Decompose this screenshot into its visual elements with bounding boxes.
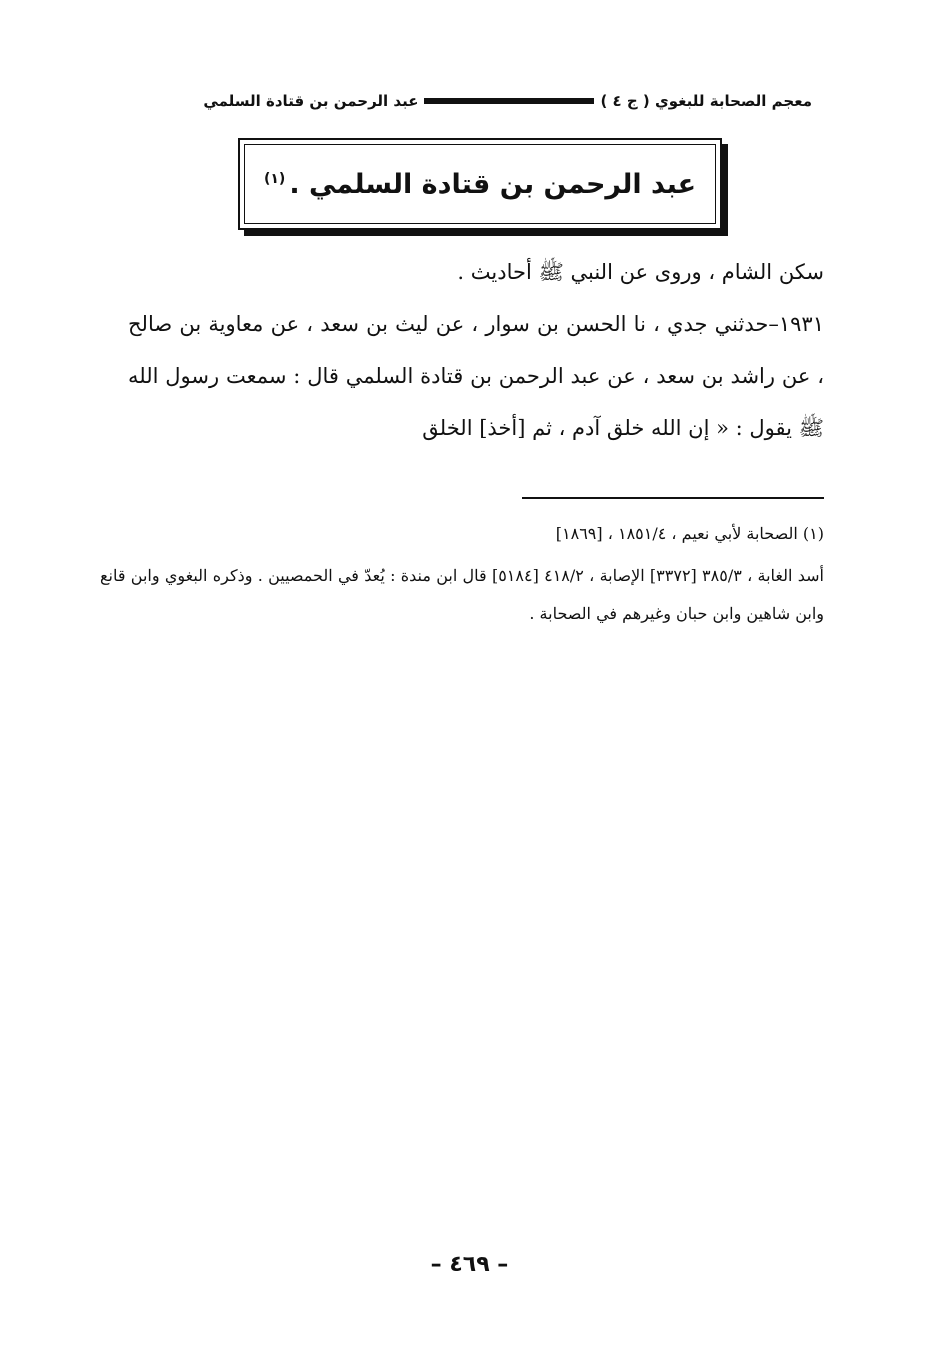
running-header [152, 86, 812, 116]
entry-title-text: عبد الرحمن بن قتادة السلمي . [289, 168, 697, 200]
hadith-paragraph: ١٩٣١–حدثني جدي ، نا الحسن بن سوار ، عن ليث بن سعد ، عن معاوية بن صالح ، عن راشد بن سعد ، عن عبد الرحمن بن قتادة السلمي قال : سمعت رسول الله ﷺ يقول : « إن الله خلق آدم ، ثم [أخذ] الخلق [128, 312, 824, 440]
entry-body [128, 246, 824, 454]
running-header-entry-name: عبد الرحمن بن قتادة السلمي [203, 92, 419, 110]
footnote-1-continuation: أسد الغابة ، ٣٨٥/٣ [٣٣٧٢] الإصابة ، ٤١٨/٢ [٥١٨٤] قال ابن مندة : يُعدّ في الحمصيين . وذكره البغوي وابن قانع وابن شاهين وابن حبان وغيرهم في الصحابة . [100, 566, 824, 623]
header-divider-bar [424, 98, 594, 104]
page-number: – ٤٦٩ – [430, 1252, 509, 1277]
entry-intro-paragraph: سكن الشام ، وروى عن النبي ﷺ أحاديث . [457, 260, 824, 284]
footnotes [100, 515, 824, 633]
entry-title [264, 169, 696, 200]
footnote-separator [522, 497, 824, 499]
footnote-1: (١) الصحابة لأبي نعيم ، ١٨٥١/٤ ، [١٨٦٩] [555, 524, 824, 543]
running-header-book-title: معجم الصحابة للبغوي ( ج ٤ ) [600, 92, 812, 110]
footnote-marker: (١) [263, 170, 286, 187]
entry-title-box [238, 138, 722, 230]
